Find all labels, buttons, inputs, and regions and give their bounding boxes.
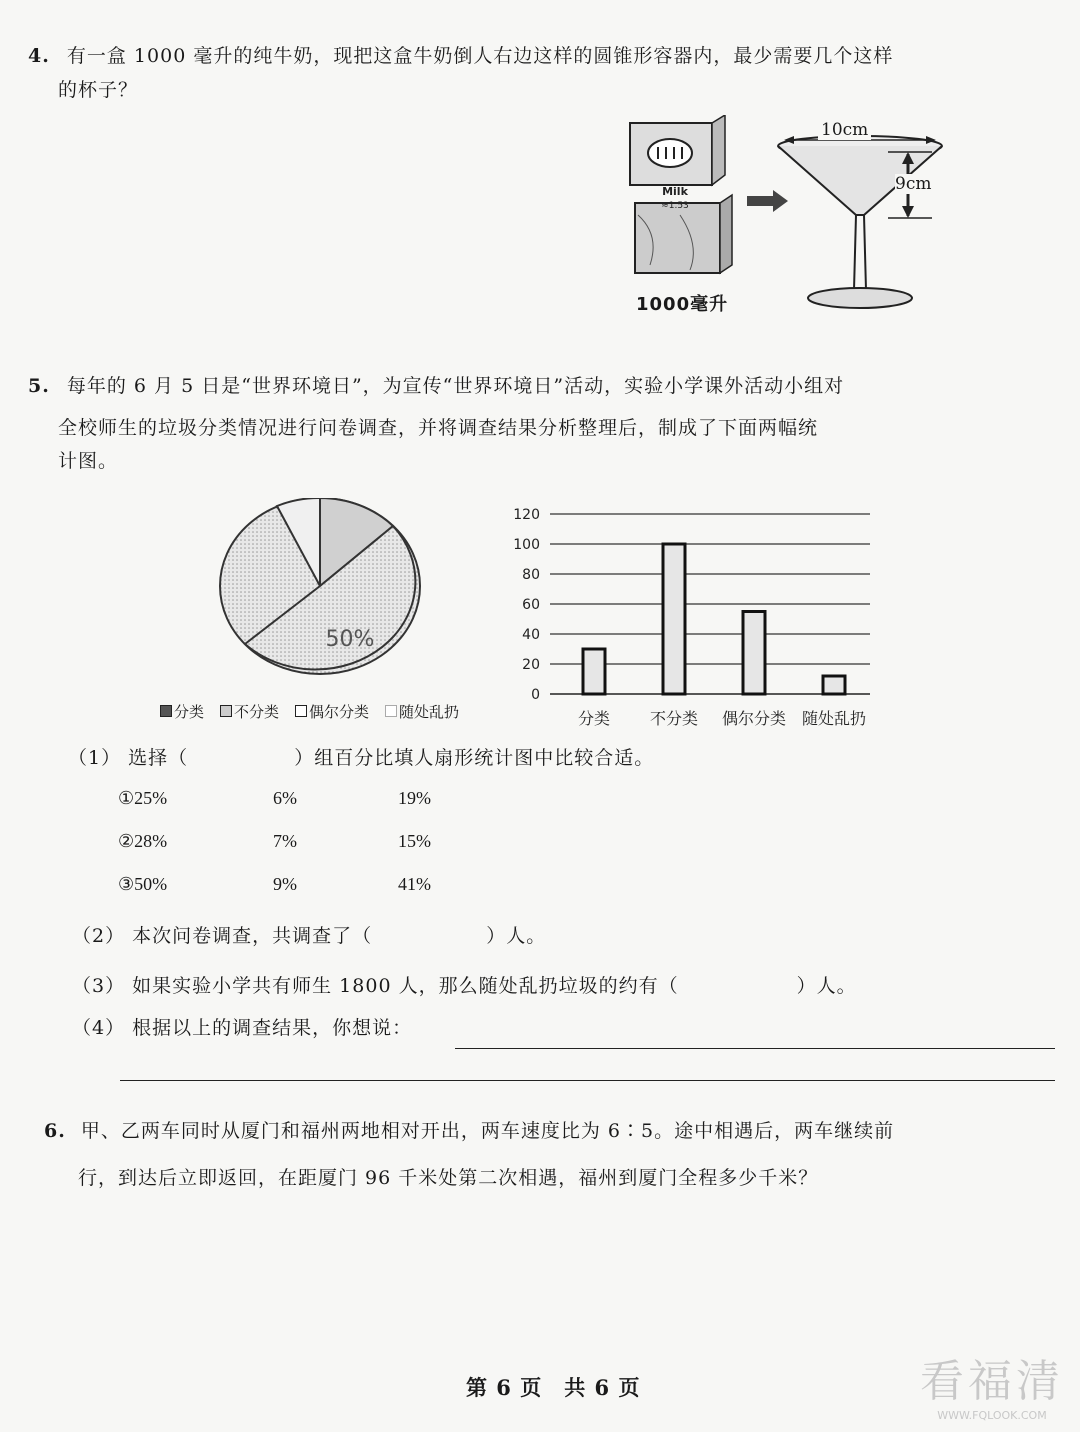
bar-1: [663, 544, 685, 694]
bar-2: [743, 612, 765, 695]
bar-3: [823, 676, 845, 694]
option-3-b: 9%: [273, 874, 297, 894]
x-tick-label-2: 偶尔分类: [721, 709, 787, 728]
y-tick-label-20: 20: [522, 657, 540, 673]
bar-chart: [500, 500, 900, 735]
option-3-a: ③50%: [118, 874, 168, 894]
option-1-a: ①25%: [118, 788, 168, 808]
sub3-text-b: ）人。: [796, 975, 857, 997]
y-tick-label-80: 80: [522, 567, 540, 583]
option-1-c: 19%: [398, 788, 431, 808]
q4-number: 4.: [28, 45, 50, 67]
q6-number: 6.: [44, 1120, 66, 1142]
q4-line2: 的杯子？: [58, 79, 139, 101]
sub1-label: （1）: [68, 747, 122, 769]
q5-line2: 全校师生的垃圾分类情况进行问卷调查，并将调查结果分析整理后，制成了下面两幅统: [58, 417, 819, 439]
sub4-answer-line-2[interactable]: [120, 1080, 1055, 1081]
pie-legend: [160, 701, 459, 722]
sub2-label: （2）: [72, 925, 126, 947]
legend-item-ouer: [295, 701, 369, 722]
sub1-text-b: ）组百分比填人扇形统计图中比较合适。: [294, 747, 655, 769]
watermark-text: 看福清: [920, 1356, 1064, 1407]
sub4-label: （4）: [72, 1017, 126, 1039]
q5-line1: 每年的 6 月 5 日是“世界环境日”，为宣传“世界环境日”活动，实验小学课外活动小组对: [66, 375, 845, 397]
sub3-text-a: 如果实验小学共有师生 1800 人，那么随处乱扔垃圾的约有（: [132, 975, 679, 997]
x-tick-label-3: 随处乱扔: [801, 709, 867, 728]
y-tick-label-0: 0: [531, 687, 540, 703]
option-3-c: 41%: [398, 874, 431, 894]
legend-item-fenlei: [160, 701, 204, 722]
q5-text: [28, 368, 1028, 404]
q4-line1: 有一盒 1000 毫升的纯牛奶，现把这盒牛奶倒人右边这样的圆锥形容器内，最少需要几个这样: [66, 45, 894, 67]
option-row-3: [118, 874, 431, 895]
legend-swatch-suichu: [385, 705, 397, 717]
pie-chart: [215, 498, 425, 688]
x-tick-label-0: 分类: [577, 709, 611, 728]
option-2-c: 15%: [398, 831, 431, 851]
y-tick-label-40: 40: [522, 627, 540, 643]
legend-swatch-bufenlei: [220, 705, 232, 717]
option-row-1: [118, 788, 431, 809]
sub1-text-a: 选择（: [128, 747, 189, 769]
pie-label-50: 50%: [325, 627, 375, 652]
q5-sub2: [72, 921, 546, 948]
y-tick-label-120: 120: [513, 507, 540, 523]
q6-text: [44, 1113, 1074, 1149]
q4-text: [28, 38, 1028, 74]
dim-height-label: 9cm: [895, 174, 932, 194]
sub4-text: 根据以上的调查结果，你想说：: [132, 1017, 413, 1039]
x-tick-label-1: 不分类: [649, 709, 699, 728]
q6-line1: 甲、乙两车同时从厦门和福州两地相对开出，两车速度比为 6∶5。途中相遇后，两车继续前: [80, 1120, 895, 1142]
q5-sub4: [72, 1013, 412, 1040]
option-2-b: 7%: [273, 831, 297, 851]
q5-sub3: [72, 971, 857, 998]
cone-glass-illustration: [770, 120, 950, 320]
option-1-b: 6%: [273, 788, 297, 808]
option-row-2: [118, 831, 431, 852]
y-tick-label-60: 60: [522, 597, 540, 613]
legend-label-fenlei: 分类: [174, 703, 205, 721]
q5-sub1: [68, 743, 654, 770]
milk-carton-illustration: [620, 115, 760, 285]
page-footer: 第 6 页 共 6 页: [466, 1375, 641, 1400]
dim-diameter-label: 10cm: [818, 120, 871, 140]
sub2-text-b: ）人。: [486, 925, 547, 947]
milk-label: 1000毫升: [636, 294, 729, 315]
watermark-url: WWW.FQLOOK.COM: [937, 1409, 1047, 1422]
legend-label-ouer: 偶尔分类: [309, 703, 370, 721]
q5-number: 5.: [28, 375, 50, 397]
q6-line2: 行，到达后立即返回，在距厦门 96 千米处第二次相遇，福州到厦门全程多少千米？: [78, 1167, 819, 1189]
sub3-label: （3）: [72, 975, 126, 997]
legend-swatch-ouer: [295, 705, 307, 717]
sub4-answer-line-1[interactable]: [455, 1048, 1055, 1049]
sub2-text-a: 本次问卷调查，共调查了（: [132, 925, 373, 947]
legend-label-bufenlei: 不分类: [234, 703, 280, 721]
y-tick-label-100: 100: [513, 537, 540, 553]
legend-label-suichu: 随处乱扔: [399, 703, 460, 721]
option-2-a: ②28%: [118, 831, 168, 851]
bar-0: [583, 649, 605, 694]
legend-swatch-fenlei: [160, 705, 172, 717]
milk-brand: Milk: [662, 185, 688, 198]
legend-item-bufenlei: [220, 701, 279, 722]
q5-line3: 计图。: [58, 450, 119, 472]
milk-sub: ≈1.53: [661, 201, 689, 211]
watermark: [920, 1345, 1064, 1422]
legend-item-suichu: [385, 701, 459, 722]
